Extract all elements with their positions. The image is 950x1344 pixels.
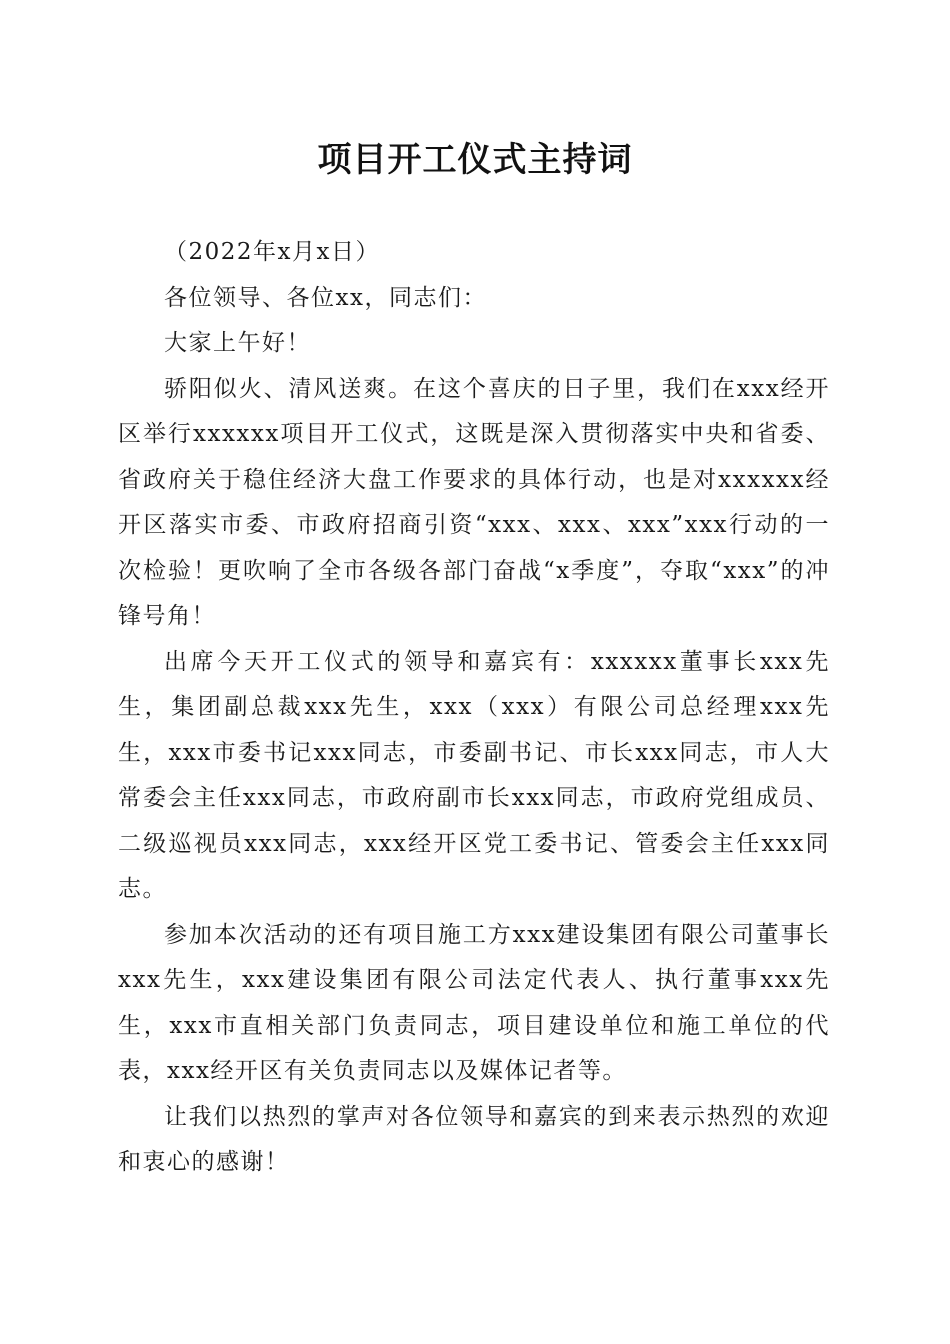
date-line: （2022年x月x日） xyxy=(164,239,380,265)
greeting-line: 大家上午好！ xyxy=(164,330,311,356)
paragraph-welcome: 让我们以热烈的掌声对各位领导和嘉宾的到来表示热烈的欢迎和衷心的感谢！ xyxy=(118,1103,830,1175)
paragraph-participants: 参加本次活动的还有项目施工方xxx建设集团有限公司董事长xxx先生，xxx建设集团有限公司法定代表人、执行董事xxx先生，xxx市直相关部门负责同志，项目建设单位和施工单位的代表，xxx经开区有关负责同志以及媒体记者等。 xyxy=(118,921,830,1084)
document-title: 项目开工仪式主持词 xyxy=(317,140,633,180)
document-body xyxy=(118,230,830,1186)
salutation-line: 各位领导、各位xx，同志们： xyxy=(164,284,487,311)
paragraph-guests: 出席今天开工仪式的领导和嘉宾有：xxxxxx董事长xxx先生，集团副总裁xxx先生，xxx（xxx）有限公司总经理xxx先生，xxx市委书记xxx同志，市委副书记、市长xxx同志，市人大常委会主任xxx同志，市政府副市长xxx同志，市政府党组成员、二级巡视员xxx同志，xxx经开区党工委书记、管委会主任xxx同志。 xyxy=(118,648,830,902)
paragraph-opening: 骄阳似火、清风送爽。在这个喜庆的日子里，我们在xxx经开区举行xxxxxx项目开工仪式，这既是深入贯彻落实中央和省委、省政府关于稳住经济大盘工作要求的具体行动，也是对xxxxxx经开区落实市委、市政府招商引资“xxx、xxx、xxx”xxx行动的一次检验！更吹响了全市各级各部门奋战“x季度”，夺取“xxx”的冲锋号角！ xyxy=(118,375,830,629)
